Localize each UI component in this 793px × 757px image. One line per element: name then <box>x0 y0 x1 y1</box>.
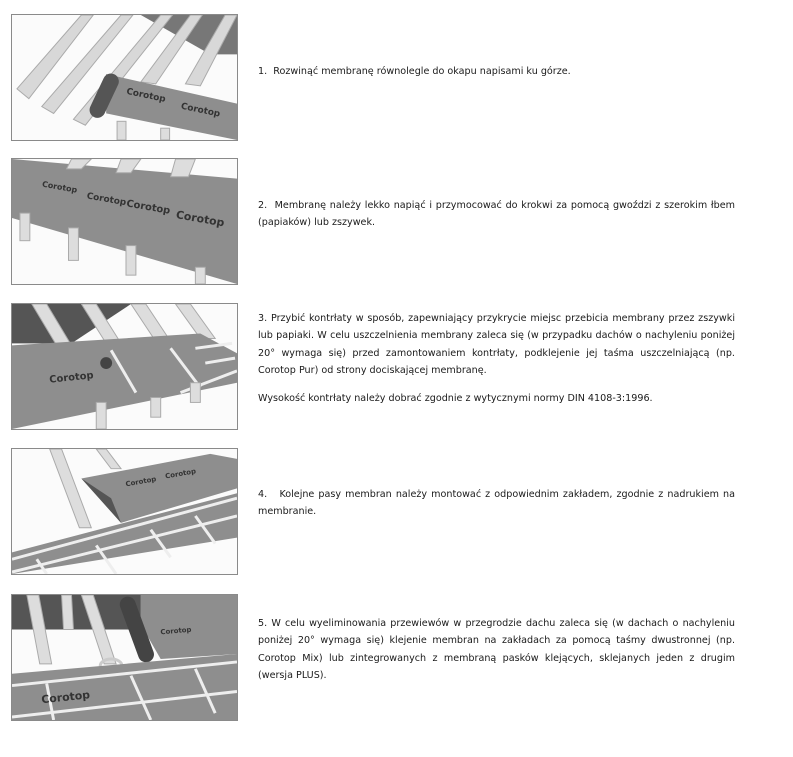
step-3-paragraph: 3. Przybić kontrłaty w sposób, zapewniający przykrycie miejsc przebicia membrany przez zszywki lub papiaki. W celu uszczelnienia membrany zaleca się (w przypadku dachów o nachyleniu poniżej 20° wymaga się) przed zamontowaniem kontrłaty, podklejenie jej taśma uszczelniającą (np. Corotop Pur) od strony dociskającej membranę. <box>258 313 735 376</box>
svg-text:Corotop: Corotop <box>175 208 226 230</box>
membrane-fastened-illustration <box>12 159 237 284</box>
svg-text:Corotop: Corotop <box>164 467 197 481</box>
counter-batten-illustration <box>12 304 237 429</box>
step-1-paragraph: 1. Rozwinąć membranę równolegle do okapu napisami ku górze. <box>258 66 571 77</box>
svg-text:Corotop: Corotop <box>160 625 192 637</box>
svg-text:Corotop: Corotop <box>48 370 95 386</box>
overlap-strips-illustration <box>12 449 237 574</box>
membrane-roll-illustration <box>12 15 237 140</box>
step-4-paragraph: 4. Kolejne pasy membran należy montować z odpowiednim zakładem, zgodnie z nadrukiem na membranie. <box>258 489 735 518</box>
step-2-image <box>11 158 238 285</box>
step-5-text <box>258 615 735 684</box>
step-2-paragraph: 2. Membranę należy lekko napiąć i przymocować do krokwi za pomocą gwoździ z szerokim łbem (papiaków) lub zszywek. <box>258 200 735 229</box>
brand-print: Corotop <box>125 86 167 105</box>
svg-text:Corotop: Corotop <box>41 179 78 195</box>
step-5-image <box>11 594 238 721</box>
svg-text:Corotop: Corotop <box>179 101 222 120</box>
svg-text:Corotop: Corotop <box>124 475 157 489</box>
svg-text:Corotop: Corotop <box>85 191 127 209</box>
svg-text:Corotop: Corotop <box>125 198 172 217</box>
step-5-paragraph: 5. W celu wyeliminowania przewiewów w przegrodzie dachu zaleca się (w dachach o nachyleniu poniżej 20° wymaga się) klejenie membran na zakładach za pomocą taśmy dwustronnej (np. Corotop Mix) lub zintegrowanych z membraną pasków klejących, sklejanych jeden z drugim (wersja PLUS). <box>258 618 735 681</box>
svg-text:Corotop: Corotop <box>40 688 91 707</box>
step-1-text <box>258 63 735 80</box>
step-3-text <box>258 310 735 407</box>
step-3-note: Wysokość kontrłaty należy dobrać zgodnie z wytycznymi normy DIN 4108-3:1996. <box>258 393 653 405</box>
step-3-image <box>11 303 238 430</box>
step-4-text <box>258 486 735 521</box>
tape-gluing-illustration <box>12 595 237 720</box>
step-2-text <box>258 197 735 232</box>
step-4-image <box>11 448 238 575</box>
step-1-image <box>11 14 238 141</box>
